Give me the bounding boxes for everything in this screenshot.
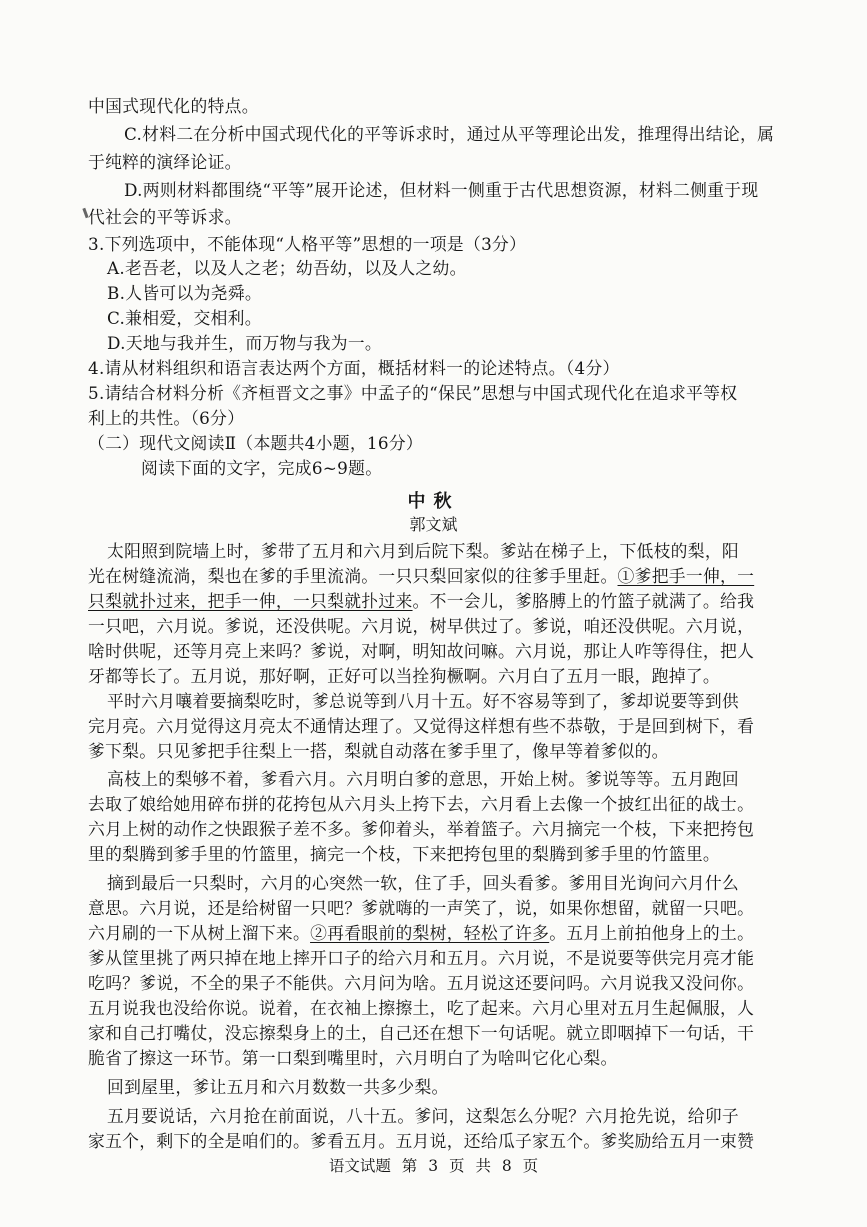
section-heading: （二）现代文阅读Ⅱ（本题共4小题，16分） xyxy=(88,433,424,453)
footer-page-number: 第 3 页 共 8 页 xyxy=(401,1157,539,1175)
underlined-sentence-1-cont: 只梨就扑过来，把手一伸，一只梨就扑过来 xyxy=(88,591,413,611)
text-line: 利上的共性。（6分） xyxy=(88,408,245,428)
story-line: 回到屋里，爹让五月和六月数数一共多少梨。 xyxy=(107,1077,449,1097)
text-line: 中国式现代化的特点。 xyxy=(88,96,259,116)
story-text: 六月刷的一下从树上溜下来。 xyxy=(88,923,311,943)
footer-subject: 语文试题 xyxy=(328,1157,391,1175)
question-3-option-c: C.兼相爱，交相利。 xyxy=(107,308,262,328)
story-line: 吃吗？爹说，不全的果子不能供。六月问为啥。五月说这还要问吗。六月说我又没问你。 xyxy=(88,973,755,993)
story-line: 意思。六月说，还是给树留一只吧？爹就嗨的一声笑了，说，如果你想留，就留一只吧。 xyxy=(88,898,755,918)
question-3-option-b: B.人皆可以为尧舜。 xyxy=(107,283,262,303)
story-line: 家五个，剩下的全是咱们的。爹看五月。五月说，还给瓜子家五个。爹奖励给五月一束赞 xyxy=(88,1131,755,1151)
story-line: 牙都等长了。五月说，那好啊，正好可以当拴狗橛啊。六月白了五月一眼，跑掉了。 xyxy=(88,666,721,686)
story-line: 爹下梨。只见爹把手往梨上一搭，梨就自动落在爹手里了，像早等着爹似的。 xyxy=(88,741,669,761)
story-title: 中秋 xyxy=(407,491,460,512)
reading-instruction: 阅读下面的文字，完成6~9题。 xyxy=(141,458,383,478)
story-line: 脆省了擦这一环节。第一口梨到嘴里时，六月明白了为啥叫它化心梨。 xyxy=(88,1048,618,1068)
story-line: 家和自己打嘴仗，没忘擦梨身上的土，自己还在想下一句话呢。就立即咽掉下一句话，干 xyxy=(88,1023,755,1043)
option-d-line: D.两则材料都围绕“平等”展开论述，但材料一侧重于古代思想资源，材料二侧重于现 xyxy=(124,180,759,200)
story-line: 里的梨腾到爹手里的竹篮里，摘完一个枝，下来把挎包里的梨腾到爹手里的竹篮里。 xyxy=(88,844,721,864)
question-3: 3.下列选项中，不能体现“人格平等”思想的一项是（3分） xyxy=(88,234,527,254)
question-5: 5.请结合材料分析《齐桓晋文之事》中孟子的“保民”思想与中国式现代化在追求平等权 xyxy=(88,383,738,403)
story-text: 光在树缝流淌，梨也在爹的手里流淌。一只只梨回家似的往爹手里赶。 xyxy=(88,566,618,586)
story-line: 五月说我也没给你说。说着，在衣袖上擦擦土，吃了起来。六月心里对五月生起佩服，人 xyxy=(88,998,755,1018)
question-3-option-d: D.天地与我并生，而万物与我为一。 xyxy=(107,333,383,353)
story-line: 爹从筐里挑了两只掉在地上摔开口子的给六月和五月。六月说，不是说要等供完月亮才能 xyxy=(88,948,755,968)
story-line: 一只吧，六月说。爹说，还没供呢。六月说，树早供过了。爹说，咱还没供呢。六月说， xyxy=(88,616,755,636)
story-line: 完月亮。六月觉得这月亮太不通情达理了。又觉得这样想有些不恭敬，于是回到树下，看 xyxy=(88,716,755,736)
underlined-sentence-2: ②再看眼前的梨树，轻松了许多 xyxy=(310,923,550,943)
text-line: 于纯粹的演绎论证。 xyxy=(88,152,242,172)
question-4: 4.请从材料组织和语言表达两个方面，概括材料一的论述特点。（4分） xyxy=(88,358,620,378)
page-footer xyxy=(0,1154,867,1176)
story-line xyxy=(88,923,788,943)
story-line: 五月要说话，六月抢在前面说，八十五。爹问，这梨怎么分呢？六月抢先说，给卯子 xyxy=(107,1106,740,1126)
option-c-line: C.材料二在分析中国式现代化的平等诉求时，通过从平等理论出发，推理得出结论，属 xyxy=(124,124,775,144)
story-line: 啥时供呢，还等月亮上来吗？爹说，对啊，明知故问嘛。六月说，那让人咋等得住，把人 xyxy=(88,641,755,661)
story-line: 六月上树的动作之快跟猴子差不多。爹仰着头，举着篮子。六月摘完一个枝，下来把挎包 xyxy=(88,819,755,839)
story-text: 。不一会儿，爹胳膊上的竹篮子就满了。给我 xyxy=(412,591,755,611)
story-line xyxy=(88,591,788,611)
story-line: 太阳照到院墙上时，爹带了五月和六月到后院下梨。爹站在梯子上，下低枝的梨，阳 xyxy=(107,541,740,561)
story-line xyxy=(88,566,788,586)
story-line: 去取了娘给她用碎布拼的花挎包从六月头上挎下去，六月看上去像一个披红出征的战士。 xyxy=(88,794,755,814)
underlined-sentence-1: ①爹把手一伸，一 xyxy=(617,566,755,586)
text-line: 代社会的平等诉求。 xyxy=(88,207,242,227)
story-line: 摘到最后一只梨时，六月的心突然一软，住了手，回头看爹。爹用目光询问六月什么 xyxy=(107,873,740,893)
question-3-option-a: A.老吾老，以及人之老；幼吾幼，以及人之幼。 xyxy=(107,258,467,278)
story-author: 郭文斌 xyxy=(409,515,458,534)
story-line: 高枝上的梨够不着，爹看六月。六月明白爹的意思，开始上树。爹说等等。五月跑回 xyxy=(107,769,740,789)
story-line: 平时六月嚷着要摘梨吃时，爹总说等到八月十五。好不容易等到了，爹却说要等到供 xyxy=(107,691,740,711)
story-text: 。五月上前拍他身上的土。 xyxy=(549,923,755,943)
